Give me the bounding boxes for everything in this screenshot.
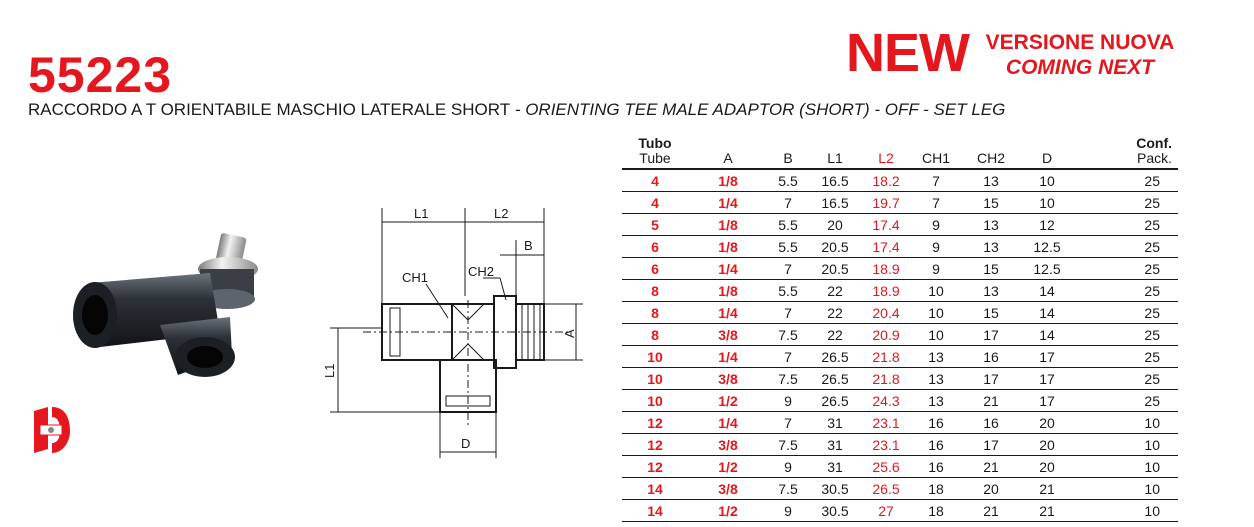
- cell-d: 14: [1020, 302, 1074, 324]
- cell-ch1: 7: [910, 192, 962, 214]
- cell-b: 5.5: [768, 236, 808, 258]
- cell-conf: 25: [1074, 368, 1178, 390]
- cell-a: 1/4: [688, 258, 768, 280]
- cell-b: 7.5: [768, 478, 808, 500]
- table-row: [622, 390, 1178, 412]
- cell-ch1: 10: [910, 280, 962, 302]
- cell-d: 20: [1020, 456, 1074, 478]
- cell-d: 10: [1020, 169, 1074, 192]
- cell-conf: 25: [1074, 324, 1178, 346]
- technical-drawing: [318, 200, 588, 465]
- cell-tube: 12: [622, 412, 688, 434]
- table-row: [622, 500, 1178, 522]
- cell-ch2: 21: [962, 390, 1020, 412]
- header-ch1: CH1: [910, 130, 962, 169]
- cell-conf: 10: [1074, 456, 1178, 478]
- cell-d: 21: [1020, 500, 1074, 522]
- cell-a: 1/4: [688, 192, 768, 214]
- table-row: [622, 368, 1178, 390]
- cell-conf: 25: [1074, 280, 1178, 302]
- cell-conf: 25: [1074, 302, 1178, 324]
- table-row: [622, 214, 1178, 236]
- cell-b: 7: [768, 412, 808, 434]
- table-row: [622, 324, 1178, 346]
- cell-b: 9: [768, 500, 808, 522]
- table-row: [622, 236, 1178, 258]
- cell-a: 1/2: [688, 500, 768, 522]
- table-row: [622, 412, 1178, 434]
- cell-d: 17: [1020, 390, 1074, 412]
- cell-l1: 31: [808, 456, 862, 478]
- cell-tube: 10: [622, 346, 688, 368]
- cell-tube: 6: [622, 236, 688, 258]
- cell-a: 1/4: [688, 302, 768, 324]
- header-tube: Tubo Tube: [622, 130, 688, 169]
- cell-tube: 10: [622, 390, 688, 412]
- cell-conf: 10: [1074, 478, 1178, 500]
- cell-l1: 20.5: [808, 258, 862, 280]
- cell-a: 1/4: [688, 346, 768, 368]
- cell-conf: 25: [1074, 258, 1178, 280]
- cell-d: 12.5: [1020, 236, 1074, 258]
- cell-d: 20: [1020, 434, 1074, 456]
- cell-l2: 18.9: [862, 258, 910, 280]
- cell-tube: 8: [622, 280, 688, 302]
- cell-b: 5.5: [768, 169, 808, 192]
- cell-ch1: 10: [910, 302, 962, 324]
- new-badge: NEW: [846, 23, 969, 83]
- table-row: [622, 478, 1178, 500]
- cell-b: 9: [768, 456, 808, 478]
- cell-l2: 21.8: [862, 368, 910, 390]
- title-separator: -: [510, 100, 526, 119]
- header-b: B: [768, 130, 808, 169]
- cell-l1: 16.5: [808, 169, 862, 192]
- cell-tube: 12: [622, 456, 688, 478]
- cell-ch1: 16: [910, 456, 962, 478]
- cell-conf: 25: [1074, 192, 1178, 214]
- header-d: D: [1020, 130, 1074, 169]
- product-code: 55223: [28, 47, 173, 103]
- cell-conf: 10: [1074, 412, 1178, 434]
- version-note-en: COMING NEXT: [1005, 56, 1155, 79]
- cell-l1: 20: [808, 214, 862, 236]
- version-note: [985, 30, 1175, 80]
- cell-d: 17: [1020, 368, 1074, 390]
- header-l2: L2: [862, 130, 910, 169]
- cell-l2: 24.3: [862, 390, 910, 412]
- dim-a: A: [562, 329, 577, 338]
- cell-conf: 10: [1074, 500, 1178, 522]
- cell-tube: 4: [622, 192, 688, 214]
- cell-b: 7: [768, 346, 808, 368]
- cell-a: 3/8: [688, 434, 768, 456]
- table-row: [622, 192, 1178, 214]
- cell-l2: 20.4: [862, 302, 910, 324]
- cell-l2: 17.4: [862, 236, 910, 258]
- table-row: [622, 280, 1178, 302]
- cell-l1: 26.5: [808, 390, 862, 412]
- cell-l2: 19.7: [862, 192, 910, 214]
- cell-a: 1/2: [688, 390, 768, 412]
- brand-logo: [28, 405, 72, 455]
- cell-b: 7: [768, 258, 808, 280]
- cell-ch2: 20: [962, 478, 1020, 500]
- cell-ch2: 16: [962, 412, 1020, 434]
- cell-ch1: 9: [910, 258, 962, 280]
- cell-ch2: 21: [962, 456, 1020, 478]
- cell-ch1: 18: [910, 478, 962, 500]
- cell-l1: 26.5: [808, 368, 862, 390]
- cell-b: 7.5: [768, 368, 808, 390]
- cell-l2: 18.2: [862, 169, 910, 192]
- cell-l2: 17.4: [862, 214, 910, 236]
- cell-ch1: 16: [910, 412, 962, 434]
- title-english: ORIENTING TEE MALE ADAPTOR (SHORT) - OFF - SET LEG: [525, 100, 1006, 119]
- cell-l2: 26.5: [862, 478, 910, 500]
- cell-tube: 5: [622, 214, 688, 236]
- cell-conf: 10: [1074, 434, 1178, 456]
- cell-l2: 25.6: [862, 456, 910, 478]
- cell-ch2: 17: [962, 368, 1020, 390]
- table-header-row: [622, 130, 1178, 169]
- cell-l2: 27: [862, 500, 910, 522]
- dim-l1-side: L1: [322, 363, 337, 378]
- cell-d: 12.5: [1020, 258, 1074, 280]
- version-note-it: VERSIONE NUOVA: [985, 31, 1175, 54]
- label-ch2: CH2: [468, 264, 495, 279]
- table-row: [622, 258, 1178, 280]
- cell-tube: 4: [622, 169, 688, 192]
- cell-ch1: 13: [910, 368, 962, 390]
- cell-tube: 14: [622, 478, 688, 500]
- cell-a: 3/8: [688, 324, 768, 346]
- cell-ch2: 17: [962, 324, 1020, 346]
- cell-a: 3/8: [688, 368, 768, 390]
- cell-tube: 8: [622, 302, 688, 324]
- cell-a: 1/8: [688, 280, 768, 302]
- cell-ch2: 21: [962, 500, 1020, 522]
- cell-conf: 25: [1074, 169, 1178, 192]
- label-ch1: CH1: [402, 270, 429, 285]
- header-ch2: CH2: [962, 130, 1020, 169]
- header-a: A: [688, 130, 768, 169]
- table-row: [622, 346, 1178, 368]
- cell-d: 12: [1020, 214, 1074, 236]
- cell-ch1: 13: [910, 390, 962, 412]
- cell-ch1: 7: [910, 169, 962, 192]
- dim-b: B: [524, 238, 533, 253]
- cell-conf: 25: [1074, 236, 1178, 258]
- cell-b: 7.5: [768, 324, 808, 346]
- cell-l1: 20.5: [808, 236, 862, 258]
- table-row: [622, 169, 1178, 192]
- cell-l1: 31: [808, 434, 862, 456]
- table-row: [622, 456, 1178, 478]
- cell-tube: 12: [622, 434, 688, 456]
- cell-ch1: 9: [910, 214, 962, 236]
- cell-ch2: 13: [962, 169, 1020, 192]
- header-conf: Conf. Pack.: [1074, 130, 1178, 169]
- cell-d: 17: [1020, 346, 1074, 368]
- dim-l1-top: L1: [414, 206, 429, 221]
- cell-ch2: 13: [962, 280, 1020, 302]
- cell-ch2: 15: [962, 302, 1020, 324]
- cell-ch1: 13: [910, 346, 962, 368]
- cell-ch2: 13: [962, 236, 1020, 258]
- cell-ch1: 10: [910, 324, 962, 346]
- cell-l1: 26.5: [808, 346, 862, 368]
- cell-l1: 22: [808, 324, 862, 346]
- title-italian: RACCORDO A T ORIENTABILE MASCHIO LATERALE SHORT: [28, 100, 511, 119]
- cell-a: 1/2: [688, 456, 768, 478]
- cell-l2: 23.1: [862, 412, 910, 434]
- cell-ch1: 18: [910, 500, 962, 522]
- table-row: [622, 434, 1178, 456]
- cell-ch2: 13: [962, 214, 1020, 236]
- header-l1: L1: [808, 130, 862, 169]
- cell-ch1: 9: [910, 236, 962, 258]
- cell-l1: 22: [808, 280, 862, 302]
- cell-ch1: 16: [910, 434, 962, 456]
- cell-tube: 8: [622, 324, 688, 346]
- cell-d: 14: [1020, 324, 1074, 346]
- cell-b: 5.5: [768, 280, 808, 302]
- spec-table-body: [622, 169, 1178, 522]
- cell-a: 1/8: [688, 214, 768, 236]
- cell-tube: 6: [622, 258, 688, 280]
- cell-l2: 23.1: [862, 434, 910, 456]
- cell-b: 5.5: [768, 214, 808, 236]
- cell-l1: 16.5: [808, 192, 862, 214]
- cell-b: 9: [768, 390, 808, 412]
- cell-d: 10: [1020, 192, 1074, 214]
- cell-b: 7: [768, 192, 808, 214]
- cell-tube: 10: [622, 368, 688, 390]
- cell-l1: 31: [808, 412, 862, 434]
- cell-conf: 25: [1074, 346, 1178, 368]
- cell-b: 7.5: [768, 434, 808, 456]
- cell-a: 3/8: [688, 478, 768, 500]
- cell-l2: 21.8: [862, 346, 910, 368]
- spec-table: [622, 130, 1178, 522]
- cell-d: 21: [1020, 478, 1074, 500]
- dim-l2-top: L2: [494, 206, 509, 221]
- cell-ch2: 17: [962, 434, 1020, 456]
- cell-l1: 22: [808, 302, 862, 324]
- cell-l1: 30.5: [808, 500, 862, 522]
- cell-a: 1/8: [688, 236, 768, 258]
- cell-tube: 14: [622, 500, 688, 522]
- cell-l2: 18.9: [862, 280, 910, 302]
- table-row: [622, 302, 1178, 324]
- cell-l1: 30.5: [808, 478, 862, 500]
- cell-ch2: 16: [962, 346, 1020, 368]
- cell-conf: 25: [1074, 214, 1178, 236]
- cell-a: 1/4: [688, 412, 768, 434]
- product-title: [28, 100, 1005, 120]
- dim-d: D: [461, 436, 471, 451]
- cell-d: 20: [1020, 412, 1074, 434]
- product-photo: [60, 225, 270, 395]
- cell-ch2: 15: [962, 192, 1020, 214]
- cell-l2: 20.9: [862, 324, 910, 346]
- cell-d: 14: [1020, 280, 1074, 302]
- cell-a: 1/8: [688, 169, 768, 192]
- cell-conf: 25: [1074, 390, 1178, 412]
- cell-ch2: 15: [962, 258, 1020, 280]
- cell-b: 7: [768, 302, 808, 324]
